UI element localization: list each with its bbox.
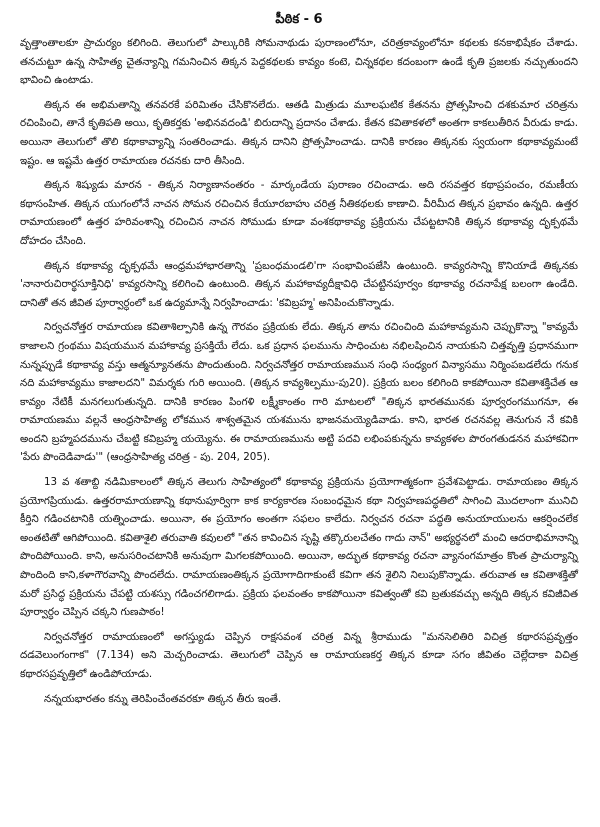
paragraph-4: తిక్కన కథాకావ్య దృక్పథమే ఆంధ్రమహాభారతాన్ని 'ప్రబంధమండలి'గా సంభావింపజేసి ఉంటుంది. కావ్యరసాన్ని కొనియాడే తిక్కనకు 'నానారుచిరార్థసూక్తినిధి' కావ్యరసాన్ని కలిగించి ఉంటుంది. తిక్కన మహాకావ్యదీక్షావిధి చేపట్టినపూర్వం కథాకావ్య రచనాపేక్ష బలంగా ఉండేది. దానితో తన జీవిత పూర్వార్ధంలో ఒక ఉద్యమాన్నే నిర్వహించాడు: 'కవిబ్రహ్మ' అనిపించుకొన్నాడు. <box>20 259 578 309</box>
paragraph-6: 13 వ శతాబ్ది నడిమికాలంలో తిక్కన తెలుగు సాహిత్యంలో కథాకావ్య ప్రక్రియను ప్రయోగాత్మకంగా ప్రవేశపెట్టాడు. రామాయణం తిక్కన ప్రయోగప్రియుడు. ఉత్తరరామాయణాన్ని కథానుపూర్విగా కాక కార్యకారణ సంబంధమైన కథా నిర్వహణపద్ధతిలో సాగించి మొదలాంగా మునిచి కీర్తిని గడించటానికి యత్నించాడు. అయినా, ఈ ప్రయోగం అంతగా సఫలం కాలేదు. నిర్వచన రచనా పద్ధతి అనుయాయులను ఆకర్షించలేక అంతటితో ఆగిపోయింది. కవితాశైలి తరువాతి కవులలో "తన కావించిన సృష్టి తక్కొరులచేతం గాదు నాన్" అభ్యర్థనలో మంచి ఆదరాభిమానాన్ని పొందిపోయింది. కాని, అనుసరించటానికి అనువుగా మిగలకపోయింది. అయినా, అద్భుత కథాకావ్య రచనా వ్యానంగమాత్రం కొంత ప్రాచుర్యాన్ని పొందింది కాని,కళాగౌరవాన్ని పొందలేదు. రామాయణంతిక్కన ప్రయోగాదిగాకుంటే కవిగా తన శైలిని నిలుపుకొన్నాడు. తరువాత ఆ కవితాశక్తితో మరో ప్రసిద్ధ ప్రక్రియను చేపట్టి యశస్సు గడించగలిగాడు. ప్రక్రియ ఫలవంతం కాకపోయినా కవిత్వంతో కవి బ్రతుకవచ్చు అన్నది తిక్కన కవిజీవిత పూర్వార్ధం చెప్పిన చక్కని గుణపాఠం! <box>20 476 578 619</box>
paragraph-1: వృత్తాంతాలకూ ప్రాచుర్యం కలిగింది. తెలుగులో పాల్కురికి సోమనాథుడు పురాణంలోనూ, చరిత్రకావ్యంలోనూ కథలకు కనకాభిషేకం చేశాడు. తనచుట్టూ ఉన్న సాహిత్య చైతన్యాన్ని గమనించిన తిక్కన పెద్దకథలకు కావ్యం కంటె, చిన్నకథల కదంబంగా ఉండే కృతి ప్రజలకు నచ్చుతుందని భావించి ఉంటాడు. <box>20 37 578 87</box>
page-header: పీఠిక - 6 <box>275 12 323 27</box>
paragraph-5: నిర్వచనోత్తర రామాయణ కవితాశిల్పానికి ఉన్న గౌరవం ప్రక్రియకు లేదు. తిక్కన తాను రచించింది మహాకావ్యమని చెప్పుకొన్నా "కావ్యమే కాజాలని గ్రంథము విషయమున మహాకావ్య ప్రసక్తియే లేదు. ఒక ప్రధాన ఫలమును సాధించుట నభిలషించిన నాయకుని చిత్తవృత్తి ప్రధానముగా నున్నప్పుడే కథాకావ్య వస్తు ఆత్మన్యూనతను పొందుతుంది. నిర్వచనోత్తర రామాయణమున సంధి సంధ్యంగ విన్యాసము నిర్మింపబడలేదు గనుక నది మహాకావ్యము కాజాలదని" విమర్శకు గురి అయింది. (తిక్కన కావ్యశిల్పము-పు20). ప్రక్రియ బలం కలిగింది కాకపోయినా కవితాశక్తిచేత ఆ కావ్యం నేటికీ మనగలుగుతున్నది. దానికి కారణం పింగళి లక్ష్మీకాంతం గారి మాటలలో "తిక్కన భారతమునకు పూర్వరంగముగనూ, ఈ రామాయణము వల్లనే ఆంధ్రసాహిత్య లోకమున శాశ్వతమైన యశమును భాజనమయ్యెడివాడు. కాని, భారత రచనవల్ల తెనుగున నే కవికి అందని బ్రహ్మపదమును చేబట్టి కవిబ్రహ్మ యయ్యెను. ఈ రామాయణమును అట్టి పదవి లభింపకున్నను కావ్యకళల పొరంగతుడనన మహాకవిగా 'పేరు పొందెడివాడు'" (ఆంధ్రసాహిత్య చరిత్ర - పు. 204, 205). <box>20 321 578 464</box>
paragraph-3: తిక్కన శిష్యుడు మారన - తిక్కన నిర్యాణానంతరం - మార్కండేయ పురాణం రచించాడు. అది రసవత్తర కథాప్రపంచం, రమణీయ కథాసంహిత. తిక్కన యుగంలోనే నాచన సోమన రచించిన కేయూరబాహు చరిత్ర నీతికథలకు కాణాచి. వీరిమీద తిక్కన ప్రభావం ఉన్నది. ఉత్తర రామాయణంలో ఉత్తర హరివంశాన్ని రచించిన నాచన సోముడు కూడా వంశకథాకావ్య ప్రక్రియను చేపట్టటానికి తిక్కన కథాకావ్య దృక్పథమే దోహదం చేసింది. <box>20 179 578 247</box>
paragraph-2: తిక్కన ఈ అభిమతాన్ని తనవరకే పరిమితం చేసికొనలేదు. ఆతడి మిత్రుడు మూలఘటిక కేతనను ప్రోత్సహించి దశకుమార చరిత్రను రచింపించి, తానే కృతిపతి అయి, కృతికర్తకు 'అభినవదండి' బిరుదాన్ని ప్రదానం చేశాడు. కేతన కవితాకళలో అంతగా కాకలుతీరిన వీరుడు కాడు. అయినా తెలుగులో తొలి కథాకావ్యాన్ని సంతరించాడు. తిక్కన దానిని ప్రోత్సహించాడు. దానికి కారణం తిక్కనకు స్వయంగా కథాకావ్యమంటే ఇష్టం. ఆ ఇష్టమే ఉత్తర రామాయణ రచనకు దారి తీసింది. <box>20 98 578 167</box>
paragraph-8: నన్నయభారతం కన్ను తెరిపించేంతవరకూ తిక్కన తీరు ఇంతే. <box>44 692 282 705</box>
paragraph-7: నిర్వచనోత్తర రామాయణంలో అగస్త్యుడు చెప్పిన రాక్షసవంశ చరిత్ర విన్న శ్రీరాముడు "మనసెలితిరి విచిత్ర కథారసప్రవృత్తం దడవెలుంగంగాక" (7.134) అని మెచ్చరించాడు. తెలుగులో చెప్పిన ఆ రామాయణకర్త తిక్కన కూడా సగం జీవితం చెల్లేదాకా విచిత్ర కథారసప్రవృత్తిలో ఉండిపోయాడు. <box>20 630 578 680</box>
